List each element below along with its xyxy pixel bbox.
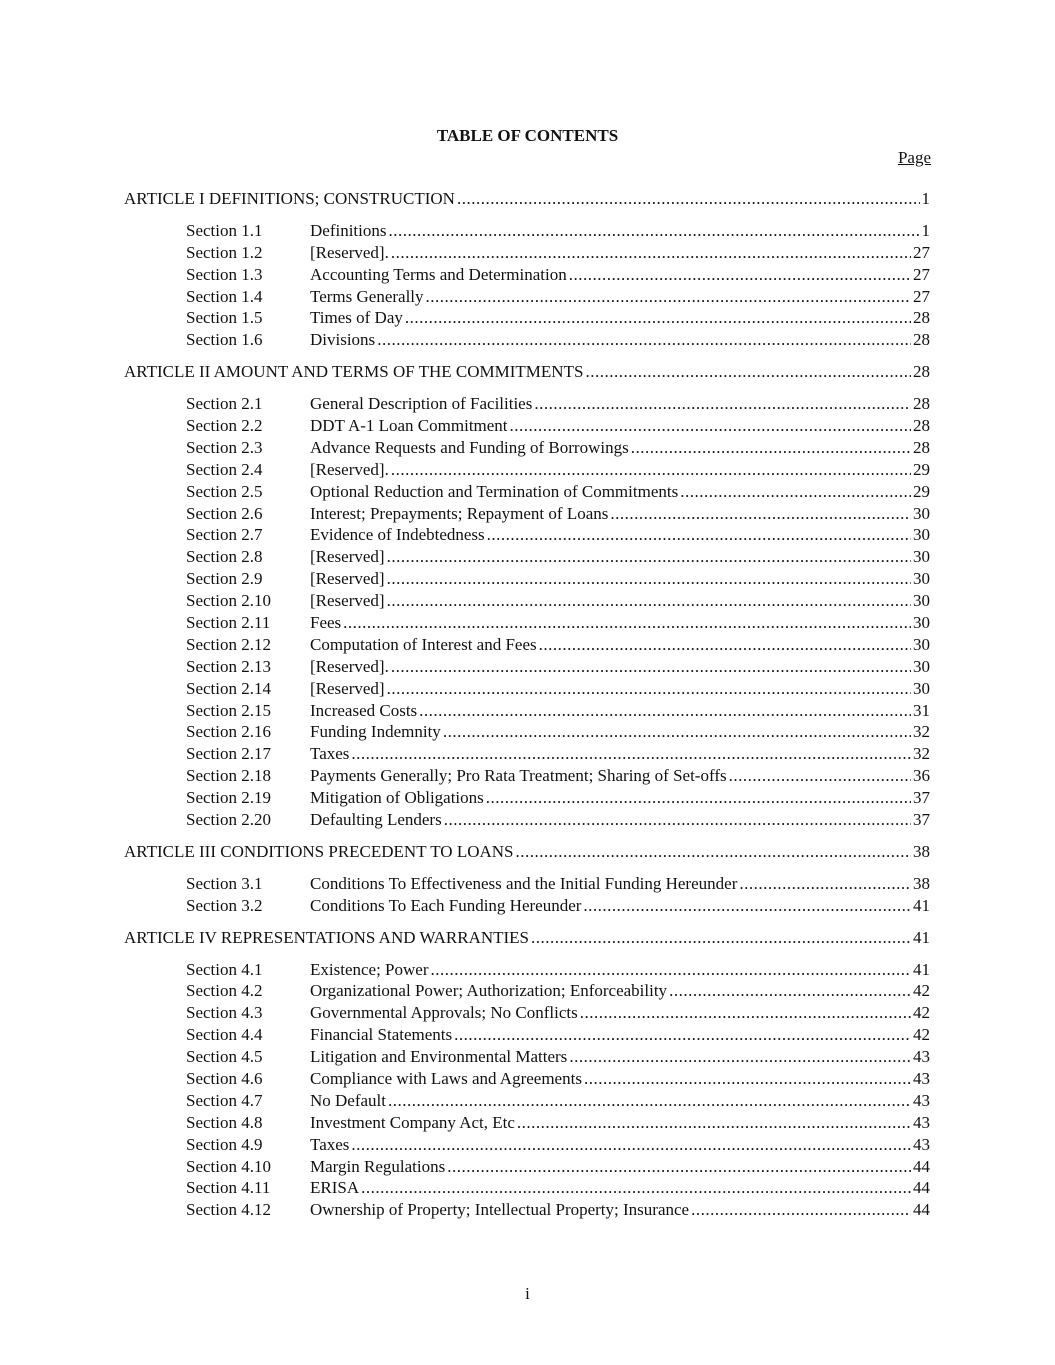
page-reference: 44 (913, 1178, 930, 1198)
section-title: Ownership of Property; Intellectual Property; Insurance (310, 1200, 690, 1220)
section-title: [Reserved] (310, 547, 385, 567)
toc-section-entry (124, 980, 930, 1002)
dot-leader (539, 634, 911, 656)
section-number: Section 4.8 (186, 1112, 263, 1132)
dot-leader (585, 361, 911, 383)
toc-section-entry (124, 459, 930, 481)
section-number: Section 2.16 (186, 722, 271, 742)
dot-leader (729, 765, 911, 787)
section-number: Section 2.3 (186, 437, 263, 457)
dot-leader (387, 590, 911, 612)
section-title: [Reserved]. (310, 242, 389, 262)
page-reference: 28 (913, 330, 930, 350)
section-number: Section 4.4 (186, 1025, 263, 1045)
section-title: Taxes (310, 744, 350, 764)
section-title: Margin Regulations (310, 1156, 446, 1176)
dot-leader (447, 1156, 911, 1178)
section-title: [Reserved]. (310, 459, 389, 479)
section-title: No Default (310, 1090, 387, 1110)
section-title: Conditions To Effectiveness and the Initial Funding Hereunder (310, 873, 738, 893)
toc-section-entry (124, 307, 930, 329)
toc-section-entry (124, 809, 930, 831)
page-reference: 27 (913, 264, 930, 284)
toc-section-entry (124, 700, 930, 722)
section-number: Section 2.4 (186, 459, 263, 479)
section-title: DDT A-1 Loan Commitment (310, 416, 508, 436)
toc-article-entry (124, 361, 930, 383)
section-number: Section 2.15 (186, 700, 271, 720)
section-number: Section 4.3 (186, 1003, 263, 1023)
dot-leader (531, 927, 911, 949)
section-number: Section 4.2 (186, 981, 263, 1001)
section-title: Investment Company Act, Etc (310, 1112, 515, 1132)
toc-section-entry (124, 678, 930, 700)
section-title: Times of Day (310, 308, 403, 328)
page-reference: 37 (913, 810, 930, 830)
dot-leader (443, 721, 911, 743)
page-reference: 36 (913, 766, 930, 786)
dot-leader (516, 841, 912, 863)
page-reference: 44 (913, 1156, 930, 1176)
article-title: ARTICLE IV REPRESENTATIONS AND WARRANTIES (124, 927, 530, 947)
toc-article-entry (124, 841, 930, 863)
dot-leader (457, 188, 920, 210)
section-number: Section 2.9 (186, 569, 263, 589)
dot-leader (669, 980, 911, 1002)
toc-section-entry (124, 590, 930, 612)
dot-leader (631, 437, 911, 459)
toc-section-entry (124, 220, 930, 242)
page-reference: 41 (913, 927, 930, 947)
toc-section-entry (124, 1068, 930, 1090)
dot-leader (361, 1177, 911, 1199)
section-title: Governmental Approvals; No Conflicts (310, 1003, 578, 1023)
page-reference: 43 (913, 1047, 930, 1067)
toc-section-entry (124, 1199, 930, 1221)
page-reference: 32 (913, 744, 930, 764)
toc-section-entry (124, 1090, 930, 1112)
section-number: Section 1.2 (186, 242, 263, 262)
dot-leader (610, 503, 911, 525)
toc-section-entry (124, 546, 930, 568)
dot-leader (343, 612, 911, 634)
toc-article-entry (124, 927, 930, 949)
section-title: [Reserved] (310, 569, 385, 589)
page-number: i (525, 1284, 530, 1303)
dot-leader (739, 873, 911, 895)
toc-section-entry (124, 743, 930, 765)
page-reference: 29 (913, 459, 930, 479)
section-number: Section 2.14 (186, 678, 271, 698)
dot-leader (351, 1134, 911, 1156)
toc-section-entry (124, 787, 930, 809)
dot-leader (580, 1002, 911, 1024)
dot-leader (569, 264, 911, 286)
page-reference: 31 (913, 700, 930, 720)
section-title: Increased Costs (310, 700, 418, 720)
section-number: Section 1.3 (186, 264, 263, 284)
page-reference: 27 (913, 242, 930, 262)
section-title: Terms Generally (310, 286, 424, 306)
section-number: Section 3.2 (186, 895, 263, 915)
section-title: Payments Generally; Pro Rata Treatment; Sharing of Set-offs (310, 766, 727, 786)
page-reference: 30 (913, 678, 930, 698)
dot-leader (388, 1090, 911, 1112)
dot-leader (691, 1199, 911, 1221)
page-reference: 28 (913, 416, 930, 436)
section-title: Evidence of Indebtedness (310, 525, 485, 545)
section-number: Section 2.1 (186, 394, 263, 414)
section-title: Advance Requests and Funding of Borrowings (310, 437, 629, 457)
section-number: Section 1.1 (186, 220, 263, 240)
page-reference: 43 (913, 1090, 930, 1110)
dot-leader (510, 415, 911, 437)
section-title: Defaulting Lenders (310, 810, 442, 830)
section-title: Interest; Prepayments; Repayment of Loans (310, 503, 609, 523)
dot-leader (419, 700, 911, 722)
section-number: Section 2.19 (186, 788, 271, 808)
section-title: Organizational Power; Authorization; Enforceability (310, 981, 668, 1001)
section-number: Section 2.18 (186, 766, 271, 786)
toc-section-entry (124, 656, 930, 678)
page-reference: 30 (913, 503, 930, 523)
page-reference: 28 (913, 394, 930, 414)
section-number: Section 1.5 (186, 308, 263, 328)
toc-section-entry (124, 503, 930, 525)
section-title: Mitigation of Obligations (310, 788, 484, 808)
section-number: Section 4.7 (186, 1090, 263, 1110)
dot-leader (377, 329, 911, 351)
page-reference: 41 (913, 959, 930, 979)
page-reference: 28 (913, 308, 930, 328)
article-title: ARTICLE III CONDITIONS PRECEDENT TO LOANS (124, 841, 514, 861)
page-reference: 44 (913, 1200, 930, 1220)
section-title: Definitions (310, 220, 387, 240)
page-title: TABLE OF CONTENTS (436, 126, 619, 145)
dot-leader (431, 959, 912, 981)
section-number: Section 4.9 (186, 1134, 263, 1154)
page-reference: 30 (913, 613, 930, 633)
section-number: Section 1.6 (186, 330, 263, 350)
toc-section-entry (124, 286, 930, 308)
section-title: General Description of Facilities (310, 394, 533, 414)
dot-leader (405, 307, 911, 329)
dot-leader (391, 459, 911, 481)
section-title: Conditions To Each Funding Hereunder (310, 895, 582, 915)
page-reference: 1 (921, 189, 930, 208)
toc-section-entry (124, 959, 930, 981)
section-title: [Reserved]. (310, 656, 389, 676)
toc-section-entry (124, 1024, 930, 1046)
dot-leader (391, 242, 911, 264)
section-number: Section 4.10 (186, 1156, 271, 1176)
page-reference: 30 (913, 634, 930, 654)
section-title: Litigation and Environmental Matters (310, 1047, 568, 1067)
section-number: Section 2.7 (186, 525, 263, 545)
page-reference: 30 (913, 656, 930, 676)
section-number: Section 2.10 (186, 591, 271, 611)
toc-article-entry (124, 188, 930, 210)
page-column-label: Page (897, 148, 931, 167)
page-reference: 42 (913, 1003, 930, 1023)
toc-section-entry (124, 481, 930, 503)
page-reference: 43 (913, 1112, 930, 1132)
toc-section-entry (124, 329, 930, 351)
dot-leader (517, 1112, 911, 1134)
page-reference: 43 (913, 1134, 930, 1154)
section-title: [Reserved] (310, 591, 385, 611)
page-reference: 38 (913, 873, 930, 893)
dot-leader (426, 286, 911, 308)
toc-section-entry (124, 612, 930, 634)
dot-leader (387, 568, 911, 590)
dot-leader (569, 1046, 911, 1068)
section-title: Accounting Terms and Determination (310, 264, 567, 284)
toc-section-entry (124, 415, 930, 437)
section-number: Section 2.6 (186, 503, 263, 523)
toc-section-entry (124, 1156, 930, 1178)
page-reference: 30 (913, 591, 930, 611)
section-title: [Reserved] (310, 678, 385, 698)
section-number: Section 2.2 (186, 416, 263, 436)
page-reference: 32 (913, 722, 930, 742)
toc-section-entry (124, 524, 930, 546)
section-number: Section 2.11 (186, 613, 271, 633)
dot-leader (680, 481, 911, 503)
toc-section-entry (124, 634, 930, 656)
toc-section-entry (124, 568, 930, 590)
dot-leader (387, 546, 911, 568)
toc-section-entry (124, 895, 930, 917)
section-number: Section 4.12 (186, 1200, 271, 1220)
page-reference: 37 (913, 788, 930, 808)
dot-leader (351, 743, 911, 765)
page-reference: 29 (913, 481, 930, 501)
section-title: Computation of Interest and Fees (310, 634, 537, 654)
section-number: Section 3.1 (186, 873, 263, 893)
article-title: ARTICLE I DEFINITIONS; CONSTRUCTION (124, 189, 455, 208)
toc-section-entry (124, 873, 930, 895)
section-title: Compliance with Laws and Agreements (310, 1068, 582, 1088)
toc-section-entry (124, 1134, 930, 1156)
page-reference: 30 (913, 525, 930, 545)
page-reference: 30 (913, 547, 930, 567)
section-number: Section 2.12 (186, 634, 271, 654)
section-number: Section 4.5 (186, 1047, 263, 1067)
section-title: Fees (310, 613, 342, 633)
dot-leader (534, 393, 911, 415)
dot-leader (487, 524, 911, 546)
page-reference: 38 (913, 841, 930, 861)
page-reference: 27 (913, 286, 930, 306)
section-title: Optional Reduction and Termination of Commitments (310, 481, 679, 501)
toc-section-entry (124, 264, 930, 286)
section-number: Section 2.13 (186, 656, 271, 676)
page-reference: 42 (913, 981, 930, 1001)
toc-section-entry (124, 1177, 930, 1199)
dot-leader (486, 787, 911, 809)
toc-section-entry (124, 721, 930, 743)
page-reference: 41 (913, 895, 930, 915)
section-number: Section 2.20 (186, 810, 271, 830)
toc-section-entry (124, 1112, 930, 1134)
section-title: Funding Indemnity (310, 722, 441, 742)
page-reference: 28 (913, 362, 930, 382)
section-number: Section 2.8 (186, 547, 263, 567)
section-title: Taxes (310, 1134, 350, 1154)
page-reference: 1 (921, 220, 930, 240)
section-number: Section 2.5 (186, 481, 263, 501)
dot-leader (387, 678, 911, 700)
toc-section-entry (124, 242, 930, 264)
dot-leader (454, 1024, 911, 1046)
dot-leader (583, 895, 911, 917)
dot-leader (389, 220, 920, 242)
section-number: Section 4.11 (186, 1178, 271, 1198)
toc-section-entry (124, 765, 930, 787)
dot-leader (391, 656, 911, 678)
toc-section-entry (124, 1002, 930, 1024)
section-number: Section 1.4 (186, 286, 263, 306)
page-reference: 28 (913, 437, 930, 457)
page-reference: 30 (913, 569, 930, 589)
section-title: Existence; Power (310, 959, 429, 979)
page-reference: 42 (913, 1025, 930, 1045)
toc-section-entry (124, 437, 930, 459)
dot-leader (584, 1068, 911, 1090)
toc-section-entry (124, 1046, 930, 1068)
toc-section-entry (124, 393, 930, 415)
section-number: Section 4.6 (186, 1068, 263, 1088)
article-title: ARTICLE II AMOUNT AND TERMS OF THE COMMITMENTS (124, 362, 584, 382)
section-title: ERISA (310, 1178, 360, 1198)
section-title: Divisions (310, 330, 376, 350)
table-of-contents (124, 188, 930, 1221)
section-title: Financial Statements (310, 1025, 453, 1045)
section-number: Section 2.17 (186, 744, 271, 764)
page-reference: 43 (913, 1068, 930, 1088)
dot-leader (444, 809, 911, 831)
section-number: Section 4.1 (186, 959, 263, 979)
